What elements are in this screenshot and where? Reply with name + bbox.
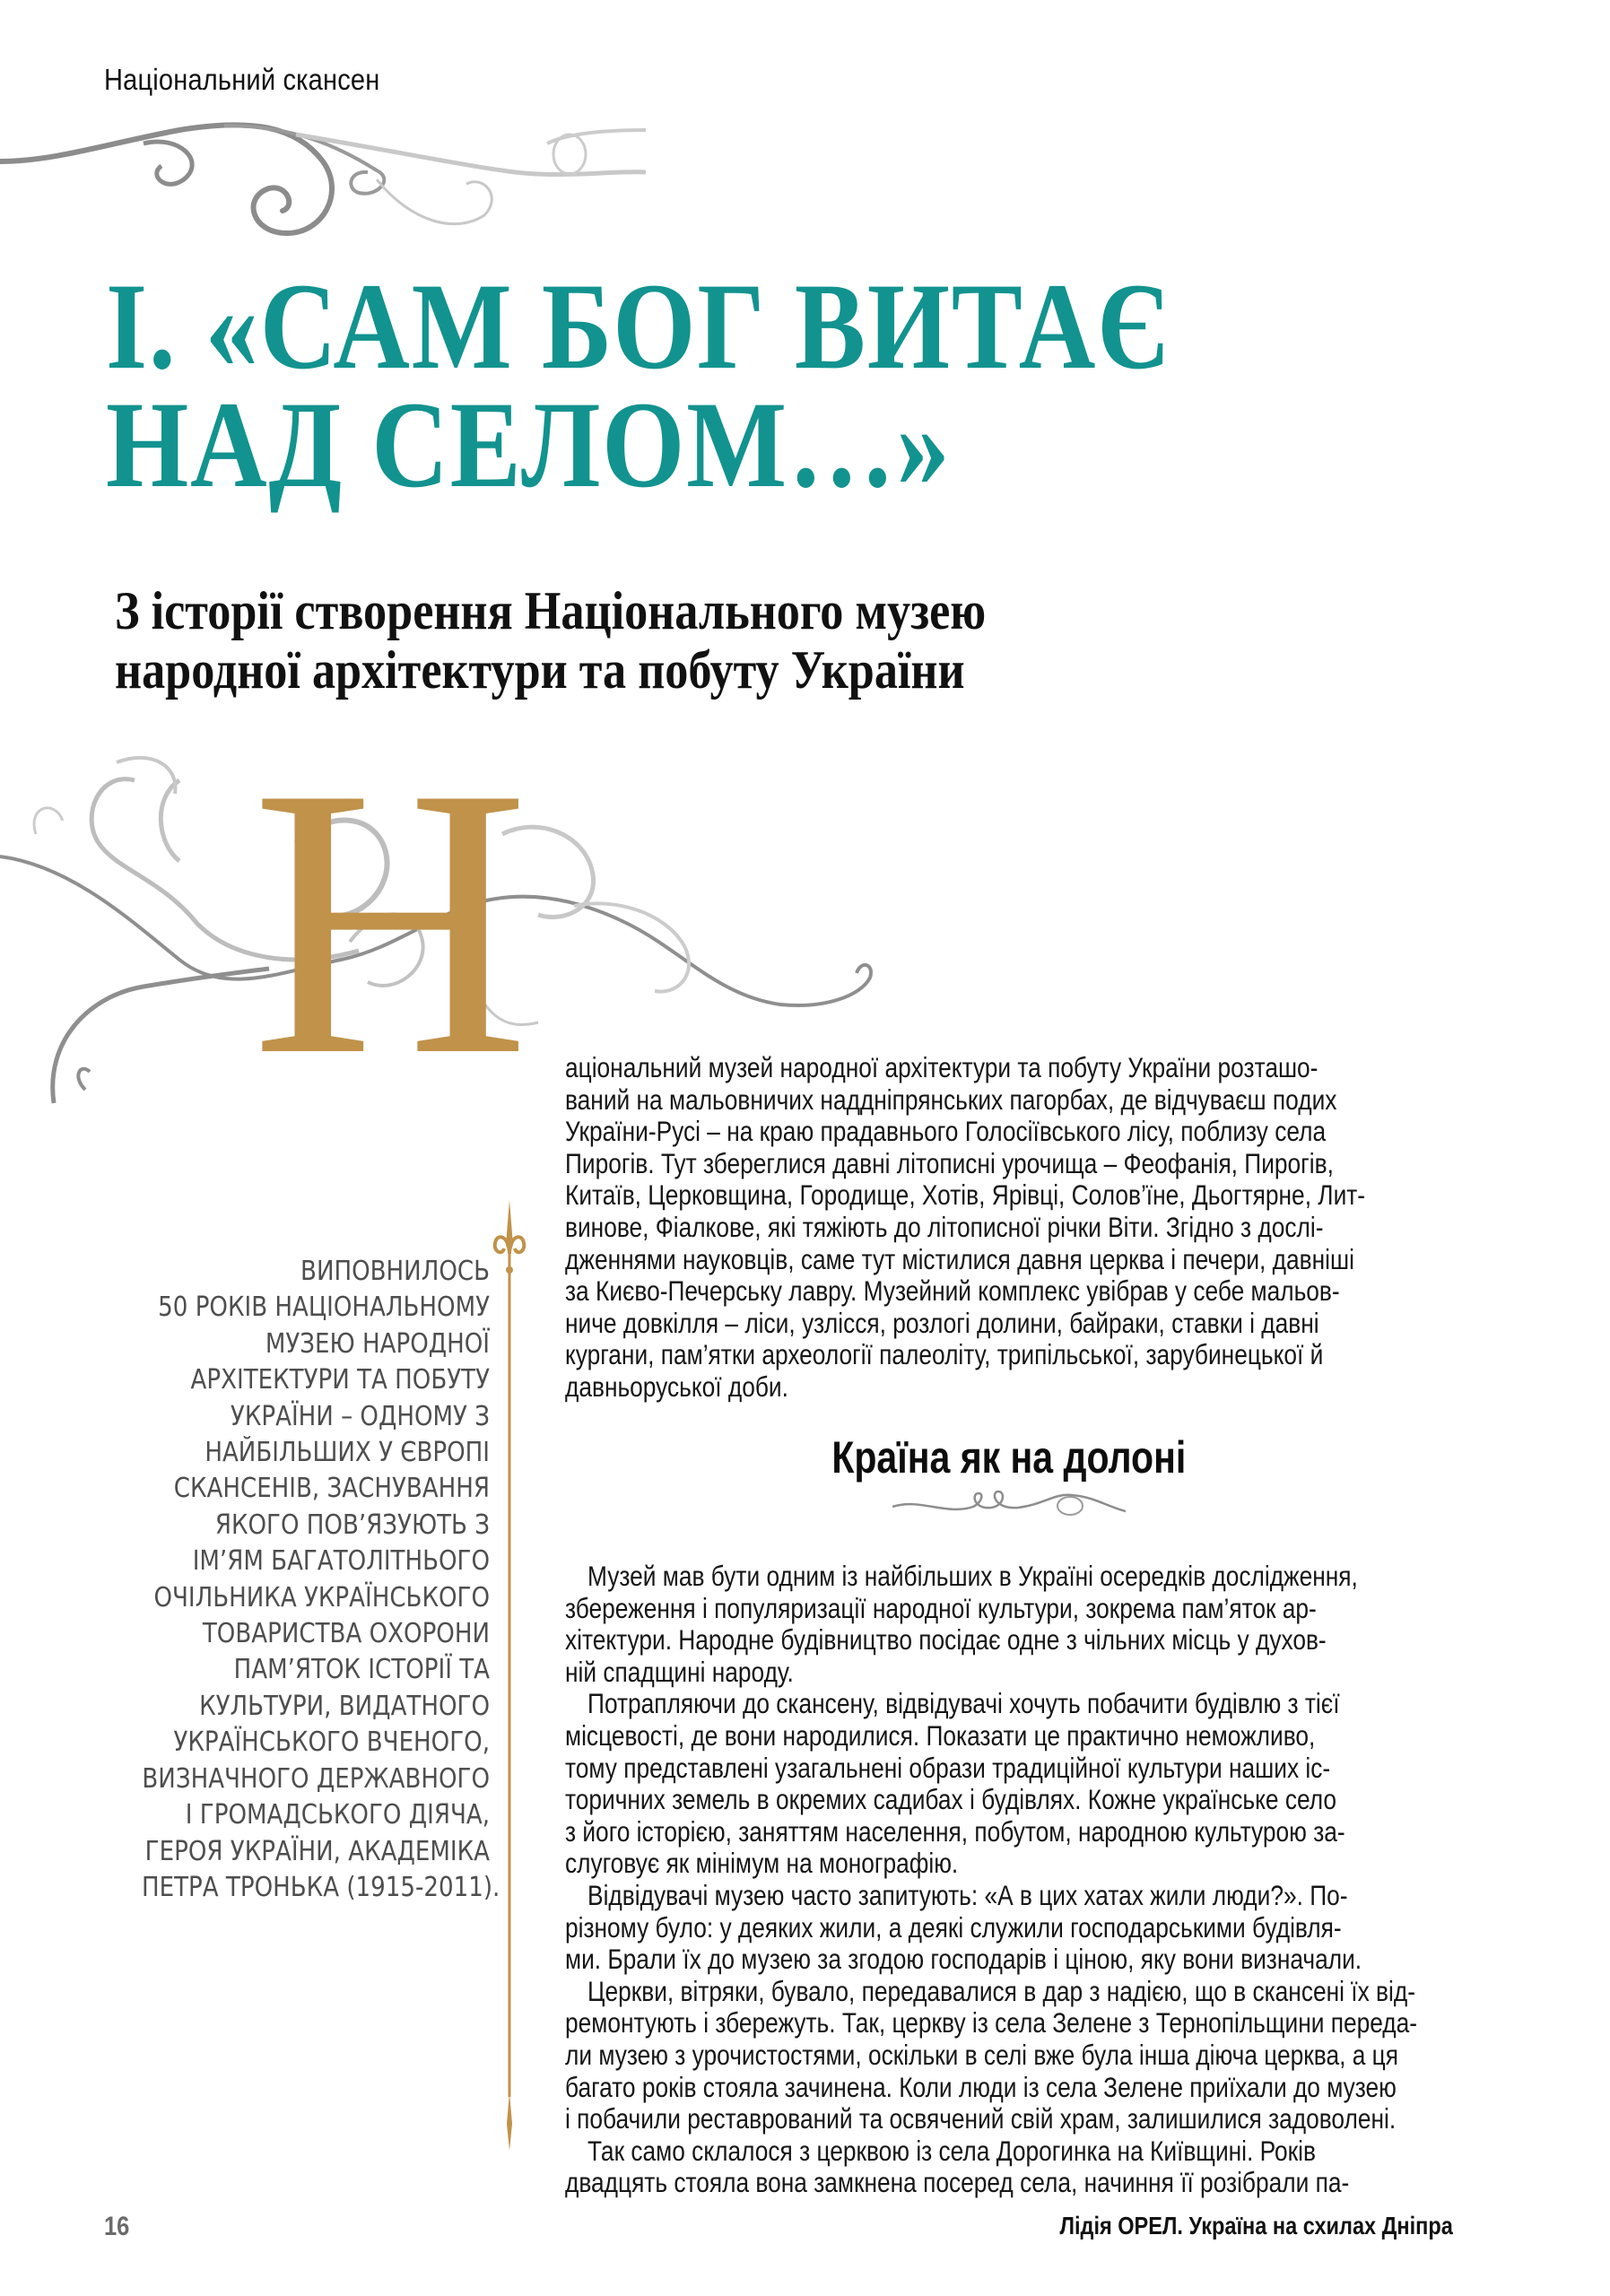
text-line: тому представлені узагальнені образи традиційної культури наших іс- bbox=[565, 1751, 1331, 1784]
text-line: дженнями науковців, саме тут містилися давня церква і печери, давніші bbox=[565, 1242, 1354, 1275]
pull-quote-line: МУЗЕЮ НАРОДНОЇ bbox=[265, 1327, 490, 1360]
pull-quote-line: ТОВАРИСТВА ОХОРОНИ bbox=[202, 1618, 490, 1650]
pull-quote-line: ПЕТРА ТРОНЬКА (1915-2011). bbox=[141, 1871, 500, 1903]
fleur-de-lis-rule-icon bbox=[492, 1200, 527, 2151]
text-line: Потрапляючи до скансену, відвідувачі хочуть побачити будівлю з тієї bbox=[587, 1687, 1340, 1720]
subtitle-line: З історії створення Національного музею bbox=[115, 581, 987, 640]
text-line: Відвідувачі музею часто запитують: «А в цих хатах жили люди?». По- bbox=[587, 1878, 1348, 1911]
text-line: кургани, пам’ятки археології палеоліту, трипільської, зарубинецької й bbox=[565, 1338, 1324, 1371]
section-heading-text: Країна як на долоні bbox=[831, 1432, 1187, 1483]
text-line: слуговує як мінімум на монографію. bbox=[565, 1847, 959, 1880]
title-line: І. «САМ БОГ ВИТАЄ bbox=[106, 257, 1171, 395]
drop-cap: Н bbox=[251, 709, 530, 1135]
page-number: 16 bbox=[104, 2212, 130, 2241]
pull-quote-line: ІМ’ЯМ БАГАТОЛІТНЬОГО bbox=[192, 1545, 490, 1578]
text-line: ній спадщині народу. bbox=[565, 1655, 794, 1688]
text-line: ли музею з урочистостями, оскільки в селі вже була інша діюча церква, а ця bbox=[565, 2038, 1398, 2071]
pull-quote-line: ГЕРОЯ УКРАЇНИ, АКАДЕМІКА bbox=[144, 1835, 491, 1867]
text-line: Пирогів. Тут збереглися давні літописні урочища – Феофанія, Пирогів, bbox=[565, 1146, 1334, 1179]
text-line: аціональний музей народної архітектури та побуту України розташо- bbox=[565, 1051, 1318, 1083]
pull-quote-line: АРХІТЕКТУРИ ТА ПОБУТУ bbox=[190, 1364, 490, 1396]
pull-quote-line: КУЛЬТУРИ, ВИДАТНОГО bbox=[199, 1690, 491, 1722]
text-line: України-Русі – на краю прадавнього Голосіївського лісу, поблизу села bbox=[565, 1115, 1327, 1148]
pull-quote-line: 50 РОКІВ НАЦІОНАЛЬНОМУ bbox=[158, 1292, 490, 1324]
text-line: ми. Брали їх до музею за згодою господарів і ціною, яку вони визначали. bbox=[565, 1943, 1362, 1976]
divider-flourish-icon bbox=[892, 1484, 1126, 1520]
text-line: Музей мав бути одним із найбільших в Україні осередків дослідження, bbox=[587, 1560, 1358, 1592]
pull-quote-line: ЯКОГО ПОВ’ЯЗУЮТЬ З bbox=[214, 1509, 490, 1541]
text-line: двадцять стояла вона замкнена посеред села, начиння її розібрали па- bbox=[565, 2166, 1350, 2199]
swirl-ornament-icon bbox=[0, 108, 646, 242]
text-line: ниче довкілля – ліси, узлісся, розлогі долини, байраки, ставки і давні bbox=[565, 1306, 1319, 1339]
text-line: місцевості, де вони народилися. Показати це практично неможливо, bbox=[565, 1718, 1316, 1752]
text-line: різному було: у деяких жили, а деякі служили господарськими будівля- bbox=[565, 1910, 1342, 1944]
subtitle-line: народної архітектури та побуту України bbox=[115, 640, 965, 700]
text-line: з його історією, заняттям населення, побутом, народною культурою за- bbox=[565, 1814, 1345, 1848]
title-line: НАД СЕЛОМ…» bbox=[106, 376, 952, 513]
pull-quote-line: УКРАЇНИ – ОДНОМУ З bbox=[230, 1400, 490, 1432]
section-body bbox=[565, 1561, 1453, 2199]
text-line: Церкви, вітряки, бувало, передавалися в дар з надією, що в скансені їх від- bbox=[587, 1974, 1415, 2007]
text-line: торичних земель в окремих садибах і будівлях. Кожне українське село bbox=[565, 1783, 1337, 1816]
article-title bbox=[106, 257, 1263, 513]
section-heading bbox=[565, 1431, 1453, 1483]
pull-quote-line: ВИЗНАЧНОГО ДЕРЖАВНОГО bbox=[142, 1762, 490, 1795]
text-line: Так само склалося з церквою із села Дорогинка на Київщині. Років bbox=[587, 2134, 1316, 2167]
text-line: Китаїв, Церковщина, Городище, Хотів, Ярівці, Солов’їне, Дьогтярне, Лит- bbox=[565, 1178, 1366, 1212]
intro-paragraph bbox=[565, 1052, 1453, 1404]
text-line: хітектури. Народне будівництво посідає одне з чільних місць у духов- bbox=[565, 1623, 1327, 1657]
text-line: давньоруської доби. bbox=[565, 1370, 788, 1403]
text-line: і побачили реставрований та освячений свій храм, залишилися задоволені. bbox=[565, 2102, 1397, 2135]
pull-quote-line: УКРАЇНСЬКОГО ВЧЕНОГО, bbox=[173, 1726, 490, 1759]
text-line: ваний на мальовничих наддніпрянських пагорбах, де відчуваєш подих bbox=[565, 1083, 1337, 1116]
pull-quote-line: СКАНСЕНІВ, ЗАСНУВАННЯ bbox=[173, 1473, 490, 1505]
article-subtitle bbox=[115, 581, 1325, 700]
pull-quote-line: І ГРОМАДСЬКОГО ДІЯЧА, bbox=[185, 1799, 490, 1831]
text-line: багато років стояла зачинена. Коли люди із села Зелене приїхали до музею bbox=[565, 2070, 1397, 2103]
pull-quote-line: НАЙБІЛЬШИХ У ЄВРОПІ bbox=[205, 1437, 490, 1469]
book-title-text: Лідія ОРЕЛ. Україна на схилах Дніпра bbox=[1059, 2212, 1453, 2239]
pull-quote-line: ОЧІЛЬНИКА УКРАЇНСЬКОГО bbox=[153, 1581, 490, 1613]
book-title-footer bbox=[897, 2212, 1453, 2240]
running-head: Національний скансен bbox=[104, 63, 380, 96]
text-line: збереження і популяризації народної культури, зокрема пам’яток ар- bbox=[565, 1591, 1317, 1624]
pull-quote bbox=[90, 1254, 500, 1906]
pull-quote-line: ВИПОВНИЛОСЬ bbox=[300, 1256, 490, 1287]
text-line: винове, Фіалкове, які тяжіють до літописної річки Віти. Згідно з дослі- bbox=[565, 1210, 1324, 1243]
text-line: ремонтують і збережуть. Так, церкву із села Зелене з Тернопільщини переда- bbox=[565, 2006, 1418, 2039]
text-line: за Києво-Печерську лавру. Музейний комплекс увібрав у себе мальов- bbox=[565, 1274, 1340, 1308]
pull-quote-line: ПАМ’ЯТОК ІСТОРІЇ ТА bbox=[233, 1654, 490, 1686]
